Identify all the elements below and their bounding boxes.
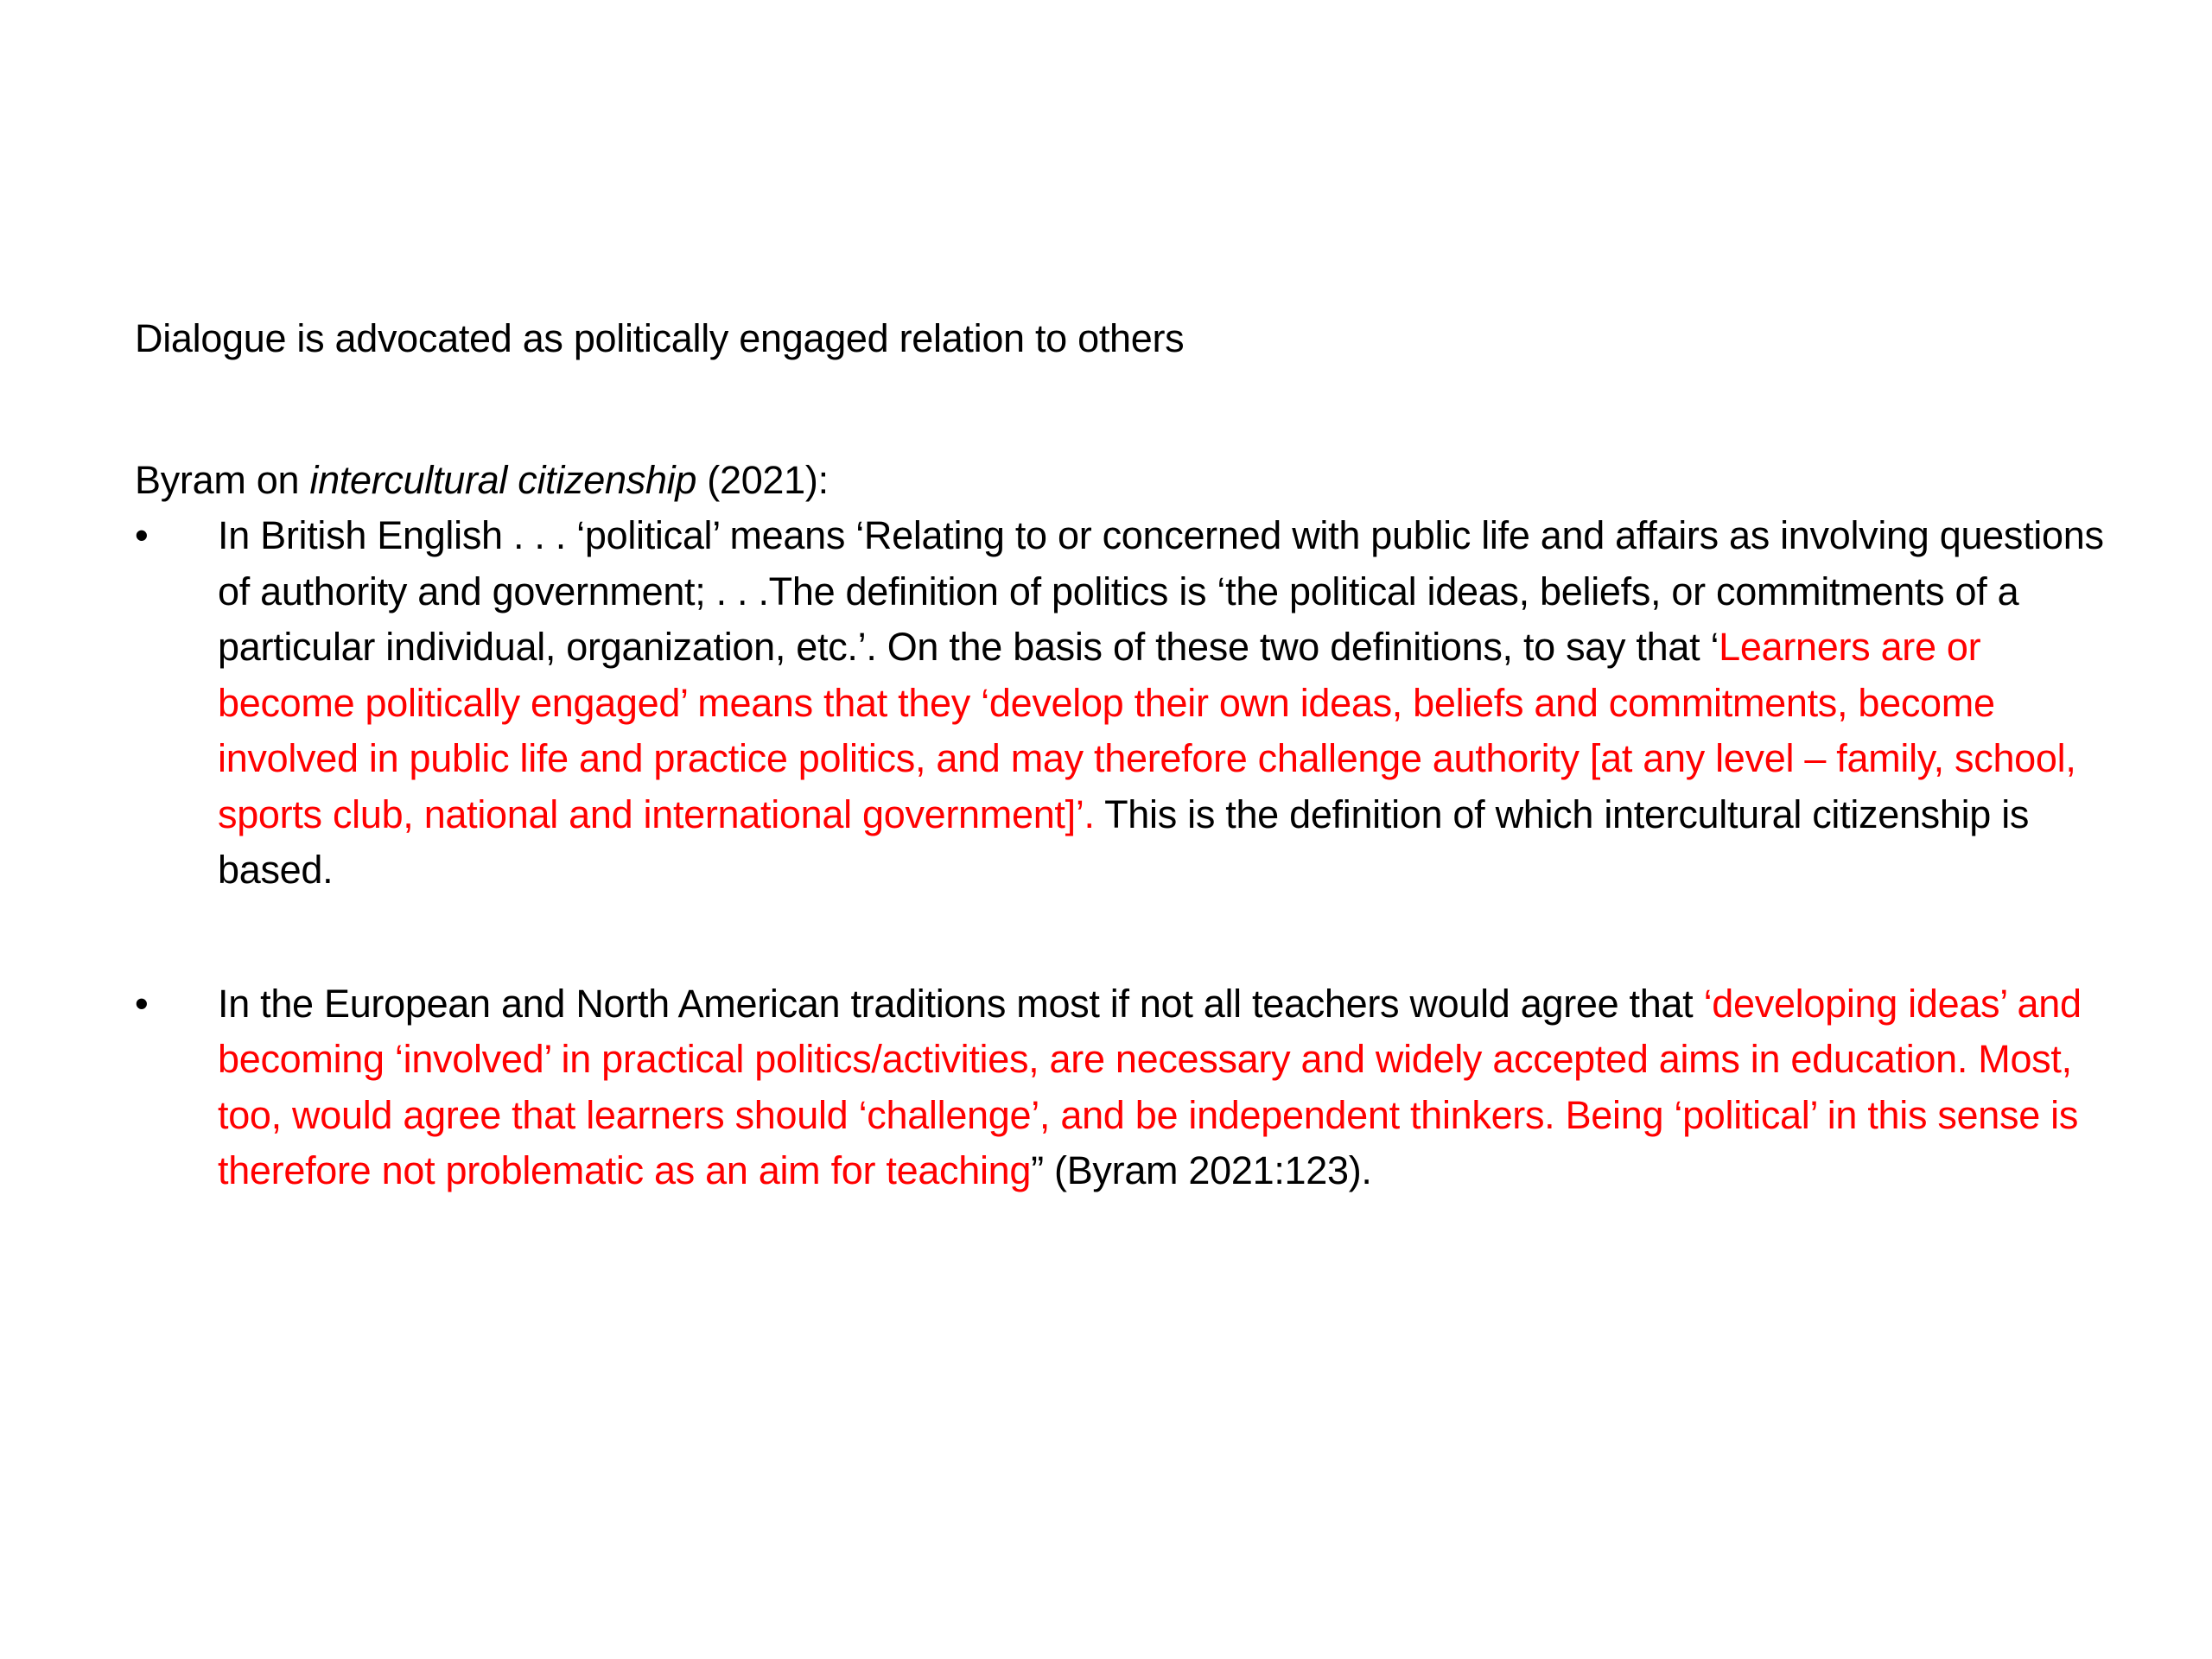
bullet-icon: •	[135, 513, 149, 557]
intro-prefix: Byram on	[135, 458, 310, 502]
bullet-1-highlight: Learners are or become politically engaged’ means that they ‘develop their own ideas, beliefs and commitments, become involved in public life and practice politics, and may therefore challenge authority [at any level – family, school, sports club, national and international government]’.	[218, 625, 2076, 836]
slide-heading: Dialogue is advocated as politically engaged relation to others	[135, 316, 1185, 360]
intro-suffix: (2021):	[696, 458, 829, 502]
bullet-list-2	[135, 976, 2113, 1199]
bullet-2-text: In the European and North American traditions most if not all teachers would agree that	[218, 981, 1704, 1026]
slide-body	[135, 311, 2113, 1199]
bullet-list	[135, 508, 2113, 899]
intro-italic-term: intercultural citizenship	[309, 458, 697, 502]
bullet-2-tail: ” (Byram 2021:123).	[1031, 1148, 1372, 1192]
bullet-1-text: In British English . . . ‘political’ means ‘Relating to or concerned with public life and affairs as involving questions of authority and government; . . .The definition of politics is ‘the political ideas, beliefs, or commitments of a particular individual, organization, etc.’. On the basis of these two definitions, to say that ‘	[218, 513, 2104, 669]
bullet-item-british-english	[135, 508, 2113, 899]
bullet-icon: •	[135, 981, 149, 1026]
intro-line	[135, 453, 2113, 508]
bullet-2-highlight: ‘developing ideas’ and becoming ‘involved’ in practical politics/activities, are necessary and widely accepted aims in education. Most, too, would agree that learners should ‘challenge’, and be independent thinkers. Being ‘political’ in this sense is therefore not problematic as an aim for teaching	[218, 981, 2082, 1192]
bullet-1-tail: This is the definition of which intercultural citizenship is based.	[218, 791, 2030, 892]
bullet-item-european-traditions	[135, 976, 2113, 1199]
